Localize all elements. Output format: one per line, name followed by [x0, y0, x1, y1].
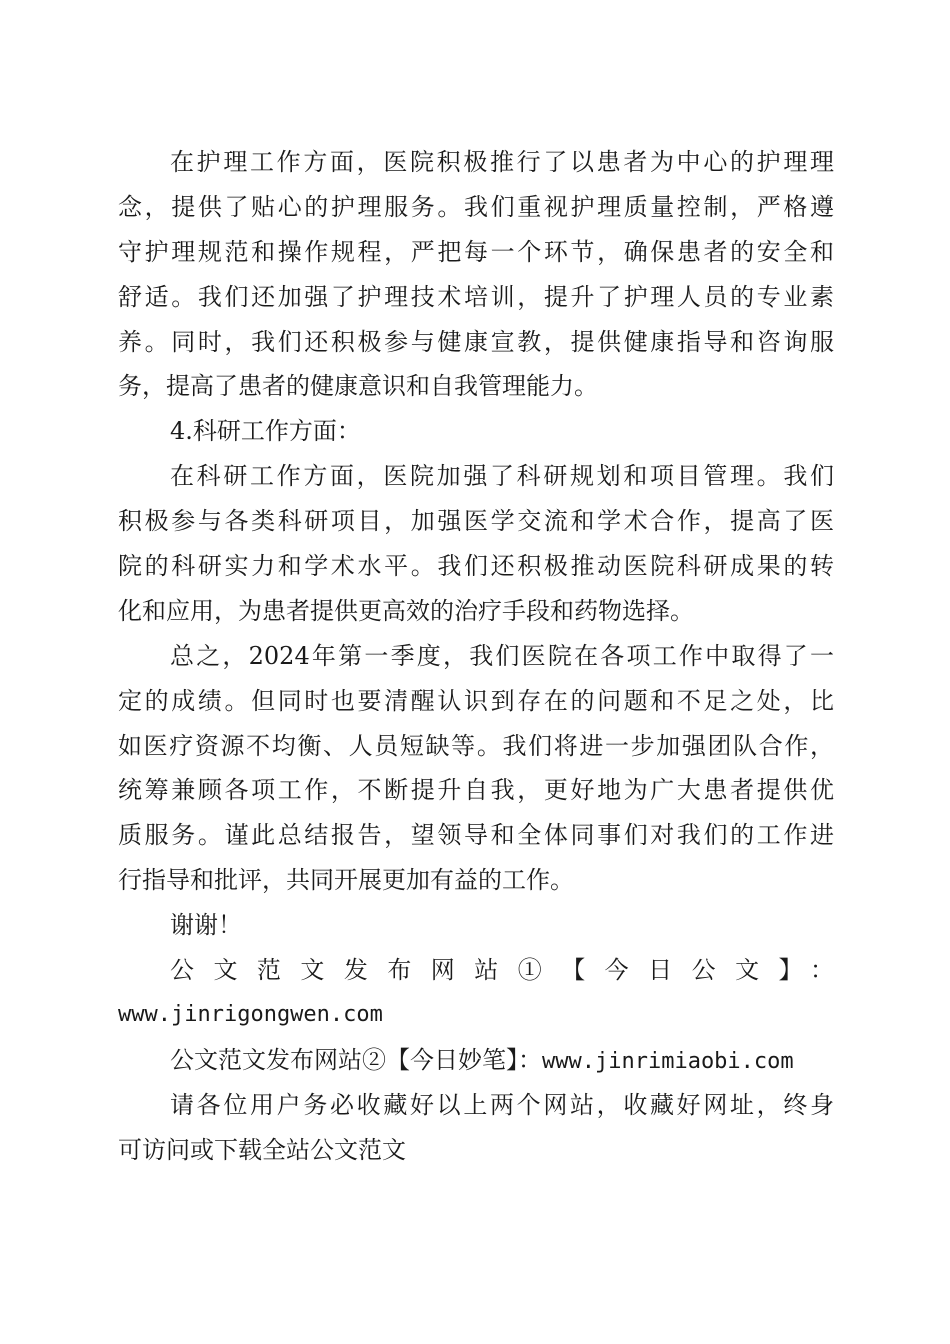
text-line: 统筹兼顾各项工作，不断提升自我，更好地为广大患者提供优	[118, 776, 834, 805]
site-url-link[interactable]: www.jinrigongwen.com	[118, 1001, 383, 1027]
paragraph-research	[118, 454, 834, 634]
site-label-line: 公文范文发布网站①【今日公文】：	[170, 956, 834, 985]
text-line: 定的成绩。但同时也要清醒认识到存在的问题和不足之处，比	[118, 686, 834, 715]
text-line: 养。同时，我们还积极参与健康宣教，提供健康指导和咨询服	[118, 327, 834, 356]
document-page	[118, 140, 834, 1172]
paragraph-nursing	[118, 140, 834, 409]
site-label: 公文范文发布网站②【今日妙笔】：	[170, 1045, 542, 1074]
text-line: 务，提高了患者的健康意识和自我管理能力。	[118, 372, 598, 401]
text-line: 院的科研实力和学术水平。我们还积极推动医院科研成果的转	[118, 552, 834, 581]
text-line: 守护理规范和操作规程，严把每一个环节，确保患者的安全和	[118, 237, 834, 266]
text-line: 行指导和批评，共同开展更加有益的工作。	[118, 866, 574, 895]
text-line: 化和应用，为患者提供更高效的治疗手段和药物选择。	[118, 596, 694, 625]
text-line: 舒适。我们还加强了护理技术培训，提升了护理人员的专业素	[118, 282, 834, 311]
heading-line: 4.科研工作方面：	[170, 417, 361, 446]
text-line: 质服务。谨此总结报告，望领导和全体同事们对我们的工作进	[118, 821, 834, 850]
text-line: 谢谢！	[170, 911, 242, 940]
paragraph-notice	[118, 1083, 834, 1173]
text-line: 如医疗资源不均衡、人员短缺等。我们将进一步加强团队合作，	[118, 731, 834, 760]
section-heading-research	[118, 409, 834, 454]
text-line: 在护理工作方面，医院积极推行了以患者为中心的护理理	[170, 148, 834, 176]
site-url-link[interactable]: www.jinrimiaobi.com	[542, 1048, 794, 1074]
paragraph-site-1	[118, 948, 834, 1038]
text-line: 请各位用户务必收藏好以上两个网站，收藏好网址，终身	[170, 1090, 834, 1119]
text-line: 在科研工作方面，医院加强了科研规划和项目管理。我们	[170, 462, 834, 491]
paragraph-site-2	[118, 1038, 834, 1083]
text-line: 念，提供了贴心的护理服务。我们重视护理质量控制，严格遵	[118, 192, 834, 221]
paragraph-thanks	[118, 903, 834, 948]
text-line: 积极参与各类科研项目，加强医学交流和学术合作，提高了医	[118, 507, 834, 536]
text-line: 可访问或下载全站公文范文	[118, 1135, 406, 1164]
site-line	[118, 1038, 834, 1083]
paragraph-summary	[118, 634, 834, 903]
text-line: 总之，2024年第一季度，我们医院在各项工作中取得了一	[170, 641, 834, 670]
